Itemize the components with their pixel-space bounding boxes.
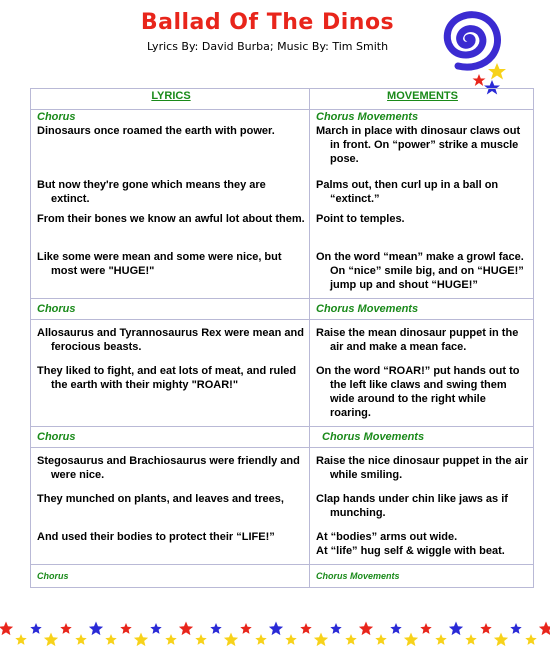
movement-line: On the word “ROAR!” put hands out to the left like claws and swing them wide around to the right while roaring. bbox=[316, 365, 520, 419]
movement-line: On the word “mean” make a growl face. On “nice” smile big, and on “HUGE!” jump up and shout “HUGE!” bbox=[316, 251, 524, 291]
star-icon bbox=[60, 623, 71, 634]
star-icon bbox=[525, 634, 536, 645]
movement-line: March in place with dinosaur claws out in front. On “power” strike a muscle pose. bbox=[316, 125, 521, 165]
star-icon bbox=[375, 634, 386, 645]
yellow-star-icon bbox=[488, 63, 506, 80]
lyrics-header: LYRICS bbox=[31, 89, 310, 110]
chorus-movements-label: Chorus Movements bbox=[310, 299, 534, 320]
star-icon bbox=[0, 622, 13, 636]
lyric-line: From their bones we know an awful lot about them. bbox=[37, 213, 305, 225]
section-2-lyrics bbox=[31, 320, 310, 427]
star-icon bbox=[359, 622, 373, 636]
lyric-line: Allosaurus and Tyrannosaurus Rex were mean and ferocious beasts. bbox=[37, 327, 304, 353]
star-icon bbox=[539, 622, 550, 636]
final-chorus-row bbox=[31, 565, 534, 588]
movement-line: Raise the mean dinosaur puppet in the air and make a mean face. bbox=[316, 327, 519, 353]
lyric-line: But now they're gone which means they are extinct. bbox=[37, 179, 266, 205]
header-row bbox=[31, 89, 534, 110]
star-icon bbox=[420, 623, 431, 634]
section-3-lyrics bbox=[31, 448, 310, 565]
star-icon bbox=[255, 634, 266, 645]
section-1-movements bbox=[310, 110, 534, 299]
chorus-movements-label: Chorus Movements bbox=[316, 111, 419, 123]
star-icon bbox=[494, 633, 508, 647]
star-icon bbox=[120, 623, 131, 634]
star-icon bbox=[44, 633, 58, 647]
movement-line: Clap hands under chin like jaws as if munching. bbox=[316, 493, 508, 519]
star-border-decoration bbox=[0, 616, 550, 649]
page-title: Ballad Of The Dinos bbox=[140, 10, 395, 35]
star-icon bbox=[285, 634, 296, 645]
chorus-label: Chorus bbox=[37, 111, 76, 123]
star-icon bbox=[390, 623, 401, 634]
chorus-label: Chorus bbox=[31, 427, 310, 448]
star-icon bbox=[300, 623, 311, 634]
star-icon bbox=[179, 622, 193, 636]
star-icon bbox=[240, 623, 251, 634]
star-icon bbox=[510, 623, 521, 634]
star-icon bbox=[210, 623, 221, 634]
star-icon bbox=[150, 623, 161, 634]
section-1-lyrics bbox=[31, 110, 310, 299]
star-icon bbox=[105, 634, 116, 645]
chorus-movements-label: Chorus Movements bbox=[310, 427, 534, 448]
lyric-line: Stegosaurus and Brachiosaurus were friendly and were nice. bbox=[37, 455, 300, 481]
chorus-label: Chorus bbox=[31, 299, 310, 320]
red-star-icon bbox=[473, 74, 486, 86]
star-icon bbox=[195, 634, 206, 645]
star-icon bbox=[345, 634, 356, 645]
movement-line: At “life” hug self & wiggle with beat. bbox=[316, 545, 505, 557]
star-icon bbox=[75, 634, 86, 645]
movement-line: Palms out, then curl up in a ball on “extinct.” bbox=[316, 179, 499, 205]
star-icon bbox=[404, 633, 418, 647]
chorus-movements-label: Chorus Movements bbox=[310, 565, 534, 588]
star-icon bbox=[465, 634, 476, 645]
star-icon bbox=[435, 634, 446, 645]
star-icon bbox=[15, 634, 26, 645]
section-2-movements bbox=[310, 320, 534, 427]
section-3-chorus-row bbox=[31, 427, 534, 448]
movement-line: Point to temples. bbox=[316, 213, 405, 225]
lyric-line: They liked to fight, and eat lots of meat, and ruled the earth with their mighty "ROAR!" bbox=[37, 365, 297, 391]
movement-line: At “bodies” arms out wide. bbox=[316, 531, 458, 543]
movements-header: MOVEMENTS bbox=[310, 89, 534, 110]
section-3-movements bbox=[310, 448, 534, 565]
ballad-table bbox=[30, 88, 534, 588]
star-icon bbox=[224, 633, 238, 647]
section-2 bbox=[31, 320, 534, 427]
lyric-line: And used their bodies to protect their “LIFE!” bbox=[37, 531, 275, 543]
credits-line: Lyrics By: David Burba; Music By: Tim Smith bbox=[146, 40, 389, 53]
star-icon bbox=[449, 622, 463, 636]
star-icon bbox=[165, 634, 176, 645]
star-icon bbox=[330, 623, 341, 634]
lyric-line: They munched on plants, and leaves and trees, bbox=[37, 493, 284, 505]
section-3 bbox=[31, 448, 534, 565]
chorus-label: Chorus bbox=[31, 565, 310, 588]
star-icon bbox=[30, 623, 41, 634]
star-icon bbox=[480, 623, 491, 634]
lyric-line: Like some were mean and some were nice, but most were "HUGE!" bbox=[37, 251, 282, 277]
star-icon bbox=[89, 622, 103, 636]
section-1 bbox=[31, 110, 534, 299]
lyric-line: Dinosaurs once roamed the earth with power. bbox=[37, 125, 275, 137]
star-icon bbox=[134, 633, 148, 647]
section-2-chorus-row bbox=[31, 299, 534, 320]
star-icon bbox=[269, 622, 283, 636]
movement-line: Raise the nice dinosaur puppet in the air while smiling. bbox=[316, 455, 529, 481]
star-icon bbox=[314, 633, 328, 647]
